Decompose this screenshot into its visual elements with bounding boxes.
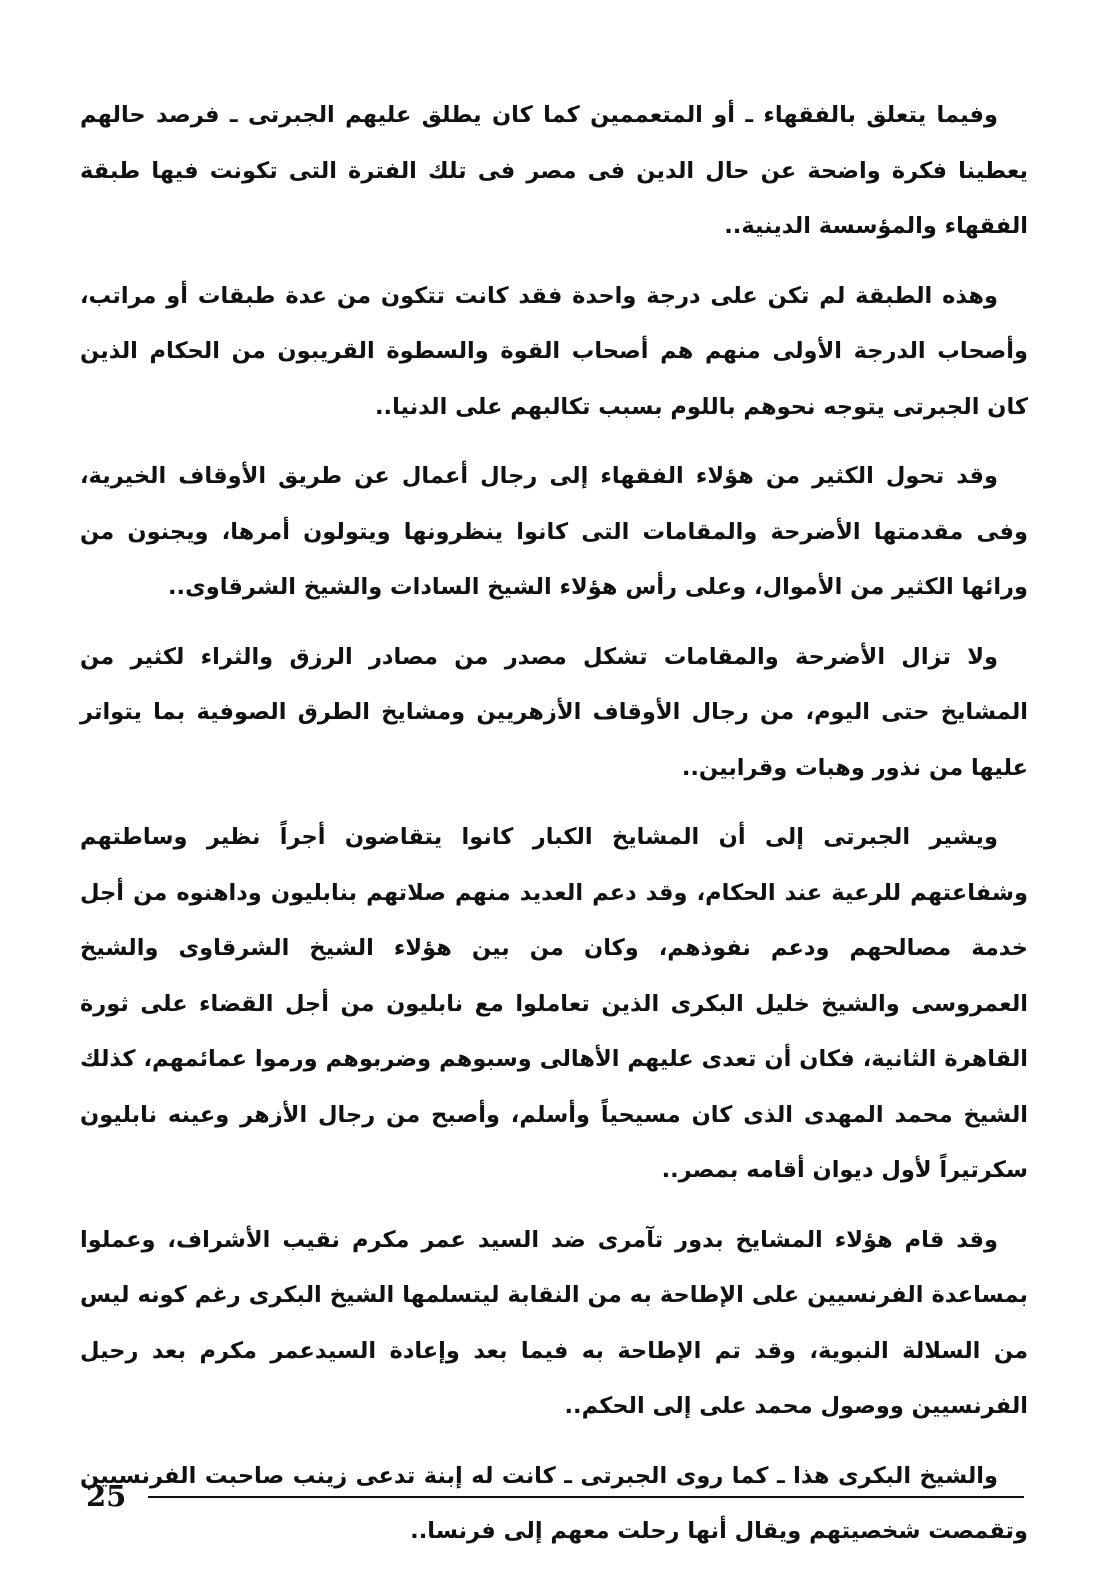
page-footer (80, 1478, 1028, 1518)
paragraph-7: والشيخ البكرى هذا ـ كما روى الجبرتى ـ كانت له إبنة تدعى زينب صاحبت الفرنسيين وتقمصت شخصيتهم ويقال أنها رحلت معهم إلى فرنسا.. (80, 1462, 1028, 1544)
paragraph-6: وقد قام هؤلاء المشايخ بدور تآمرى ضد السيد عمر مكرم نقيب الأشراف، وعملوا بمساعدة الفرنسيين على الإطاحة به من النقابة ليتسلمها الشيخ البكرى رغم كونه ليس من السلالة النبوية، وقد تم الإطاحة به فيما بعد وإعادة السيدعمر مكرم بعد رحيل الفرنسيين ووصول محمد على إلى الحكم.. (80, 1226, 1028, 1419)
paragraph-3: وقد تحول الكثير من هؤلاء الفقهاء إلى رجال أعمال عن طريق الأوقاف الخيرية، وفى مقدمتها الأضرحة والمقامات التى كانوا ينظرونها ويتولون أمرها، ويجنون من ورائها الكثير من الأموال، وعلى رأس هؤلاء الشيخ السادات والشيخ الشرقاوى.. (80, 463, 1028, 600)
paragraph-1: وفيما يتعلق بالفقهاء ـ أو المتعممين كما كان يطلق عليهم الجبرتى ـ فرصد حالهم يعطينا فكرة واضحة عن حال الدين فى مصر فى تلك الفترة التى تكونت فيها طبقة الفقهاء والمؤسسة الدينية.. (80, 102, 1028, 239)
page-number: 25 (86, 1479, 127, 1513)
paragraph-5: ويشير الجبرتى إلى أن المشايخ الكبار كانوا يتقاضون أجراً نظير وساطتهم وشفاعتهم للرعية عند الحكام، وقد دعم العديد منهم صلاتهم بنابليون وداهنوه من أجل خدمة مصالحهم ودعم نفوذهم، وكان من بين هؤلاء الشيخ الشرقاوى والشيخ العمروسى والشيخ خليل البكرى الذين تعاملوا مع نابليون من أجل القضاء على ثورة القاهرة الثانية، فكان أن تعدى عليهم الأهالى وسبوهم وضربوهم ورموا عمائمهم، كذلك الشيخ محمد المهدى الذى كان مسيحياً وأسلم، وأصبح من رجال الأزهر وعينه نابليون سكرتيراً لأول ديوان أقامه بمصر.. (80, 824, 1028, 1183)
body-text (80, 88, 1028, 1574)
footer-divider (148, 1496, 1024, 1498)
paragraph-4: ولا تزال الأضرحة والمقامات تشكل مصدر من مصادر الرزق والثراء لكثير من المشايخ حتى اليوم، من رجال الأوقاف الأزهريين ومشايخ الطرق الصوفية بما يتواتر عليها من نذور وهبات وقرابين.. (80, 643, 1028, 781)
paragraph-2: وهذه الطبقة لم تكن على درجة واحدة فقد كانت تتكون من عدة طبقات أو مراتب، وأصحاب الدرجة الأولى منهم هم أصحاب القوة والسطوة القريبون من الحكام الذين كان الجبرتى يتوجه نحوهم باللوم بسبب تكالبهم على الدنيا.. (80, 282, 1028, 420)
